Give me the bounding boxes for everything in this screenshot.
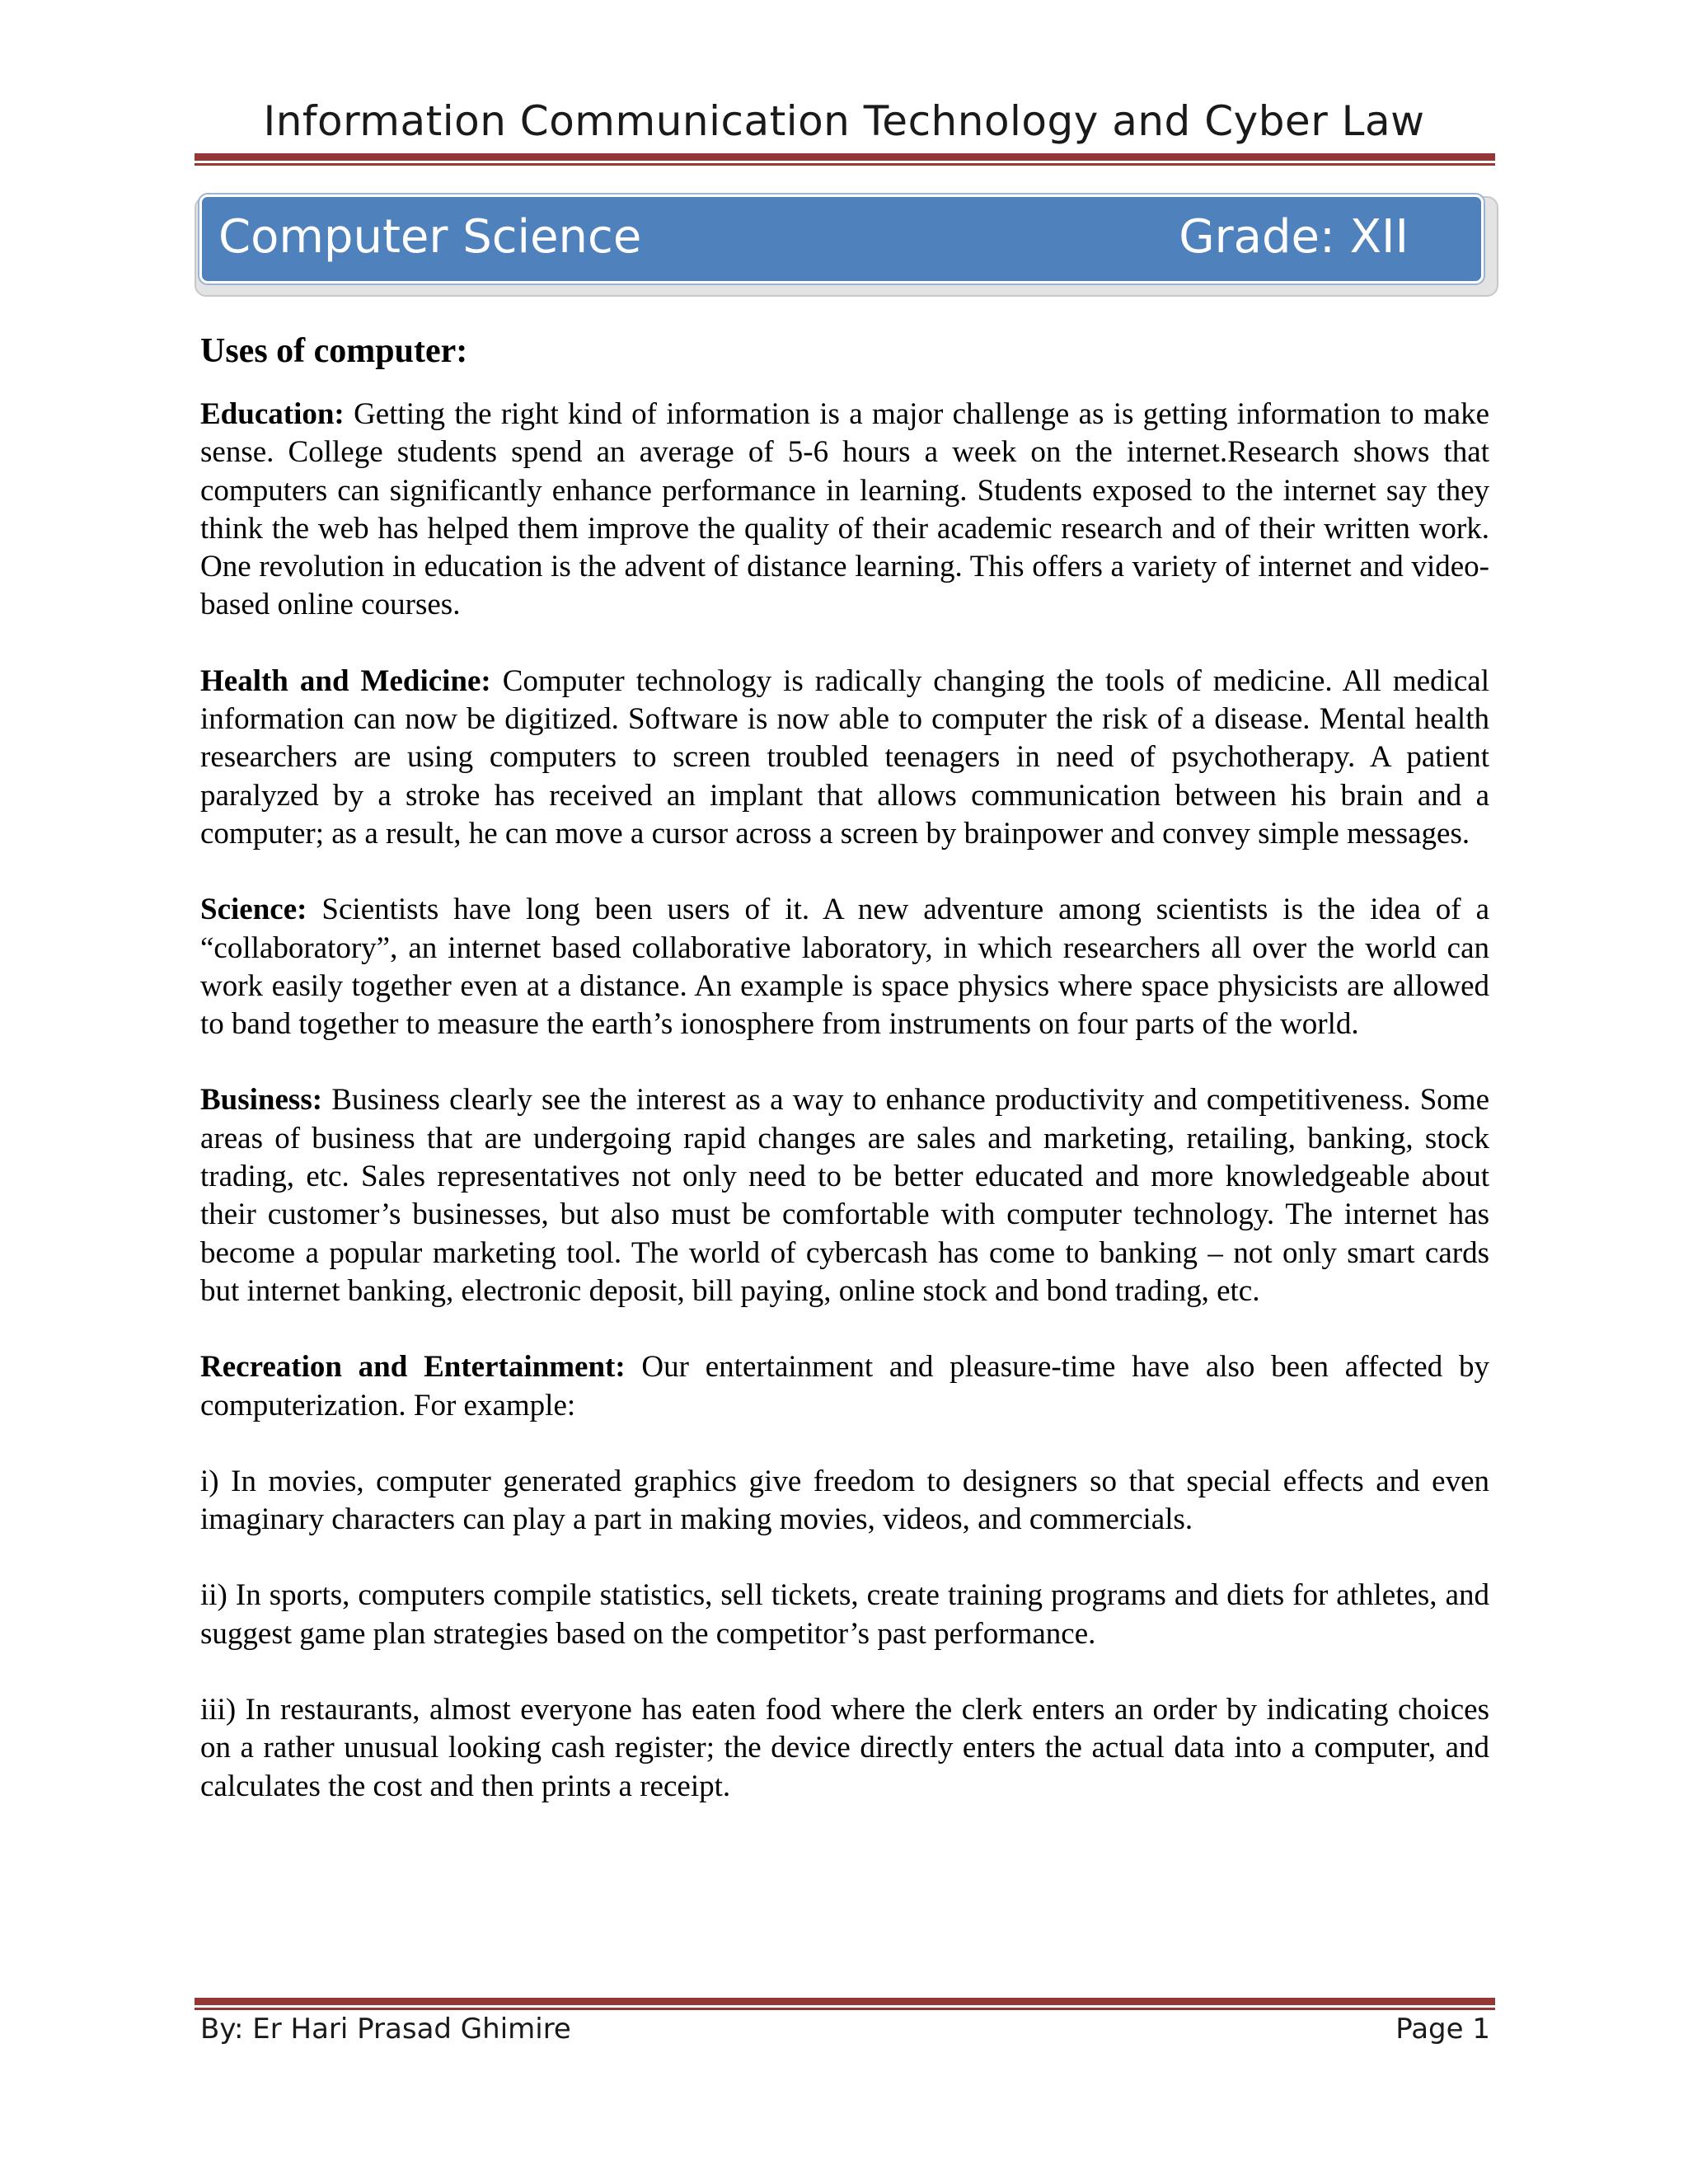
paragraph-text: Scientists have long been users of it. A new adventure among scientists is the idea of a “collaboratory”, an internet based collaborative laboratory, in which researchers all over the world can work easily together even at a distance. An example is space physics where space physicists are allowed to band together to measure the earth’s ionosphere from instruments on four parts of the world.: [200, 893, 1489, 1042]
paragraph-heading: Health and Medicine:: [200, 663, 491, 698]
footer-author: By: Er Hari Prasad Ghimire: [200, 2013, 571, 2046]
footer-divider: [195, 1998, 1495, 2010]
running-header-title: Information Communication Technology and Cyber Law: [263, 97, 1425, 145]
paragraph-text: Our entertainment and pleasure-time have also been affected by computerization. For example:: [200, 1350, 1489, 1422]
paragraph-text: Getting the right kind of information is a major challenge as is getting information to make sense. College students spend an average of 5-6 hours a week on the internet.Research shows that computers can significantly enhance performance in learning. Students exposed to the internet say they think the web has helped them improve the quality of their academic research and of their written work. One revolution in education is the advent of distance learning. This offers a variety of internet and video-based online courses.: [200, 397, 1489, 622]
section-title: Uses of computer:: [200, 332, 468, 370]
paragraph-text: Business clearly see the interest as a way to enhance productivity and competitiveness. Some areas of business that are undergoing rapid changes are sales and marketing, retailing, banking, stock trading, etc. Sales representatives not only need to be better educated and more knowledgeable about their customer’s businesses, but also must be comfortable with computer technology. The internet has become a popular marketing tool. The world of cybercash has come to banking – not only smart cards but internet banking, electronic deposit, bill paying, online stock and bond trading, etc.: [200, 1083, 1489, 1308]
header-divider: [195, 153, 1495, 166]
subject-banner: [199, 194, 1484, 284]
paragraph-science: [200, 891, 1489, 1043]
paragraph-heading: Science:: [200, 893, 307, 927]
paragraph-business: [200, 1081, 1489, 1310]
document-body: [200, 328, 1489, 1844]
banner-subject: Computer Science: [218, 210, 642, 264]
paragraph-recreation: [200, 1348, 1489, 1425]
example-movies: i) In movies, computer generated graphics give freedom to designers so that special effects and even imaginary characters can play a part in making movies, videos, and commercials.: [200, 1464, 1489, 1537]
footer-page-number: Page 1: [1395, 2013, 1490, 2046]
paragraph-heading: Recreation and Entertainment:: [200, 1350, 626, 1385]
paragraph-education: [200, 396, 1489, 625]
paragraph-heading: Education:: [200, 397, 345, 431]
paragraph-heading: Business:: [200, 1083, 323, 1118]
paragraph-text: Computer technology is radically changing the tools of medicine. All medical information can now be digitized. Software is now able to computer the risk of a disease. Mental health researchers are using computers to screen troubled teenagers in need of psychotherapy. A patient paralyzed by a stroke has received an implant that allows communication between his brain and a computer; as a result, he can move a cursor across a screen by brainpower and convey simple messages.: [200, 663, 1489, 851]
example-sports: ii) In sports, computers compile statistics, sell tickets, create training programs and diets for athletes, and suggest game plan strategies based on the competitor’s past performance.: [200, 1578, 1489, 1651]
example-restaurants: iii) In restaurants, almost everyone has eaten food where the clerk enters an order by indicating choices on a rather unusual looking cash register; the device directly enters the actual data into a computer, and calculates the cost and then prints a receipt.: [200, 1693, 1489, 1803]
banner-grade: Grade: XII: [1179, 210, 1409, 264]
paragraph-health-medicine: [200, 663, 1489, 853]
